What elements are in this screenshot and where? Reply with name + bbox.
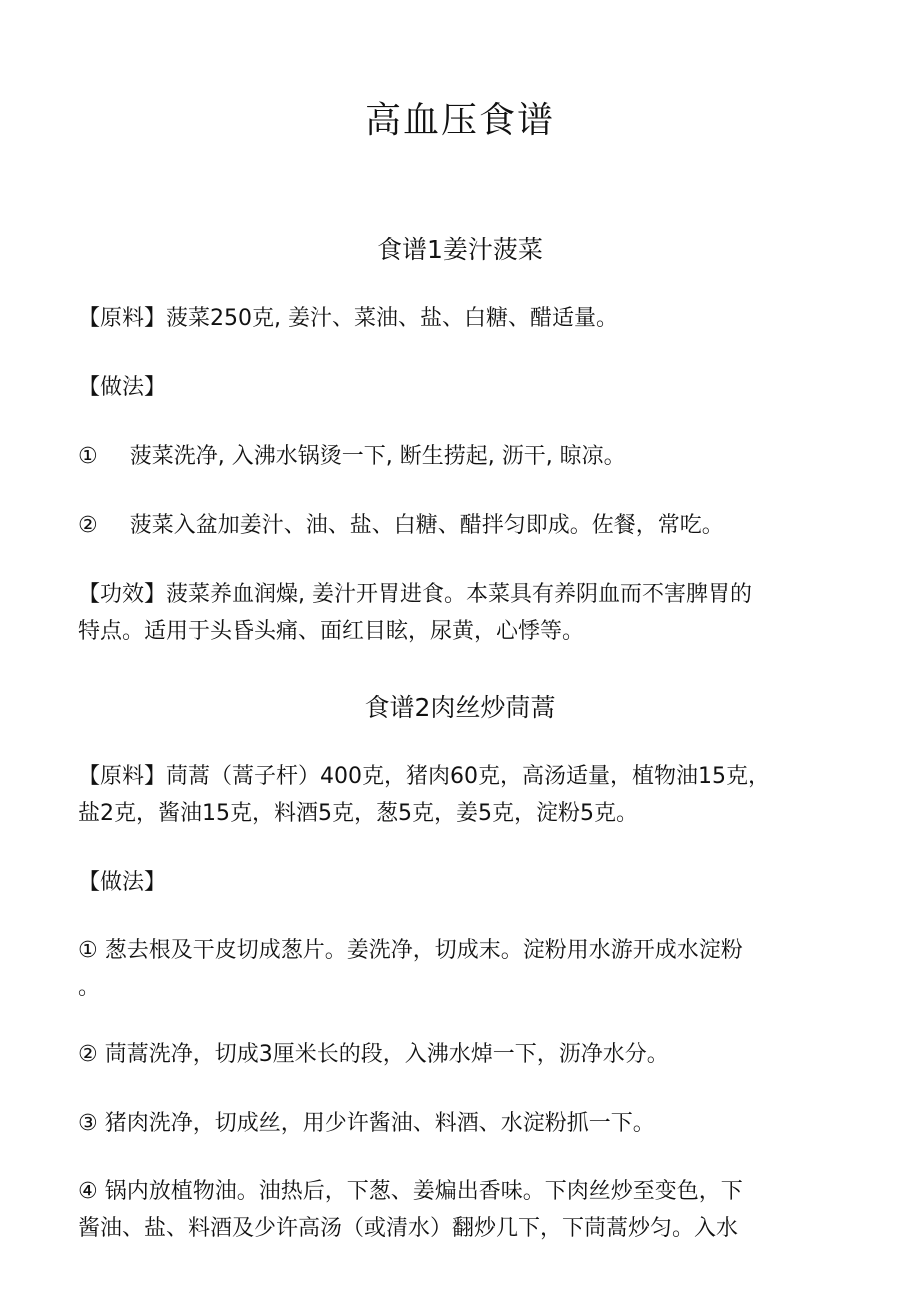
recipe1-step-1 <box>78 438 838 475</box>
ingredients-line: 【原料】茼蒿（蒿子杆）400克，猪肉60克，高汤适量，植物油15克， <box>78 764 770 789</box>
step-line: 酱油、盐、料酒及少许高汤（或清水）翻炒几下，下茼蒿炒匀。入水 <box>78 1216 739 1241</box>
step-text: 菠菜入盆加姜汁、油、盐、白糖、醋拌匀即成。佐餐，常吃。 <box>129 513 724 538</box>
effect-line: 特点。适用于头昏头痛、面红目眩，尿黄，心悸等。 <box>78 619 585 644</box>
recipe2-step-4 <box>78 1173 838 1247</box>
recipe2-step-2: ② 茼蒿洗净，切成3厘米长的段，入沸水焯一下，沥净水分。 <box>78 1042 669 1067</box>
page-title: 高血压食谱 <box>364 100 555 141</box>
recipe1-method-label: 【做法】 <box>78 375 167 400</box>
recipe2-method-label: 【做法】 <box>78 870 167 895</box>
step-line: ① 葱去根及干皮切成葱片。姜洗净，切成末。淀粉用水游开成水淀粉 <box>78 938 743 963</box>
recipe1-title: 食谱1姜汁菠菜 <box>377 235 543 264</box>
step-text: 菠菜洗净, 入沸水锅烫一下, 断生捞起, 沥干, 晾凉。 <box>129 444 626 469</box>
recipe1-ingredients: 【原料】菠菜250克, 姜汁、菜油、盐、白糖、醋适量。 <box>78 306 618 331</box>
recipe1-effect <box>78 576 838 650</box>
step-line: ④ 锅内放植物油。油热后，下葱、姜煸出香味。下肉丝炒至变色，下 <box>78 1179 743 1204</box>
recipe1-step-2 <box>78 507 838 544</box>
recipe2-step-3: ③ 猪肉洗净，切成丝，用少许酱油、料酒、水淀粉抓一下。 <box>78 1111 655 1136</box>
step-line: 。 <box>78 975 101 1000</box>
recipe2-step-1 <box>78 932 838 1006</box>
recipe2-title: 食谱2肉丝炒茼蒿 <box>364 693 556 722</box>
ingredients-line: 盐2克，酱油15克，料酒5克，葱5克，姜5克，淀粉5克。 <box>78 801 638 826</box>
recipe2-ingredients <box>78 758 838 832</box>
step-number: ① <box>78 444 98 469</box>
step-number: ② <box>78 513 98 538</box>
effect-line: 【功效】菠菜养血润燥, 姜汁开胃进食。本菜具有养阴血而不害脾胃的 <box>78 582 752 607</box>
